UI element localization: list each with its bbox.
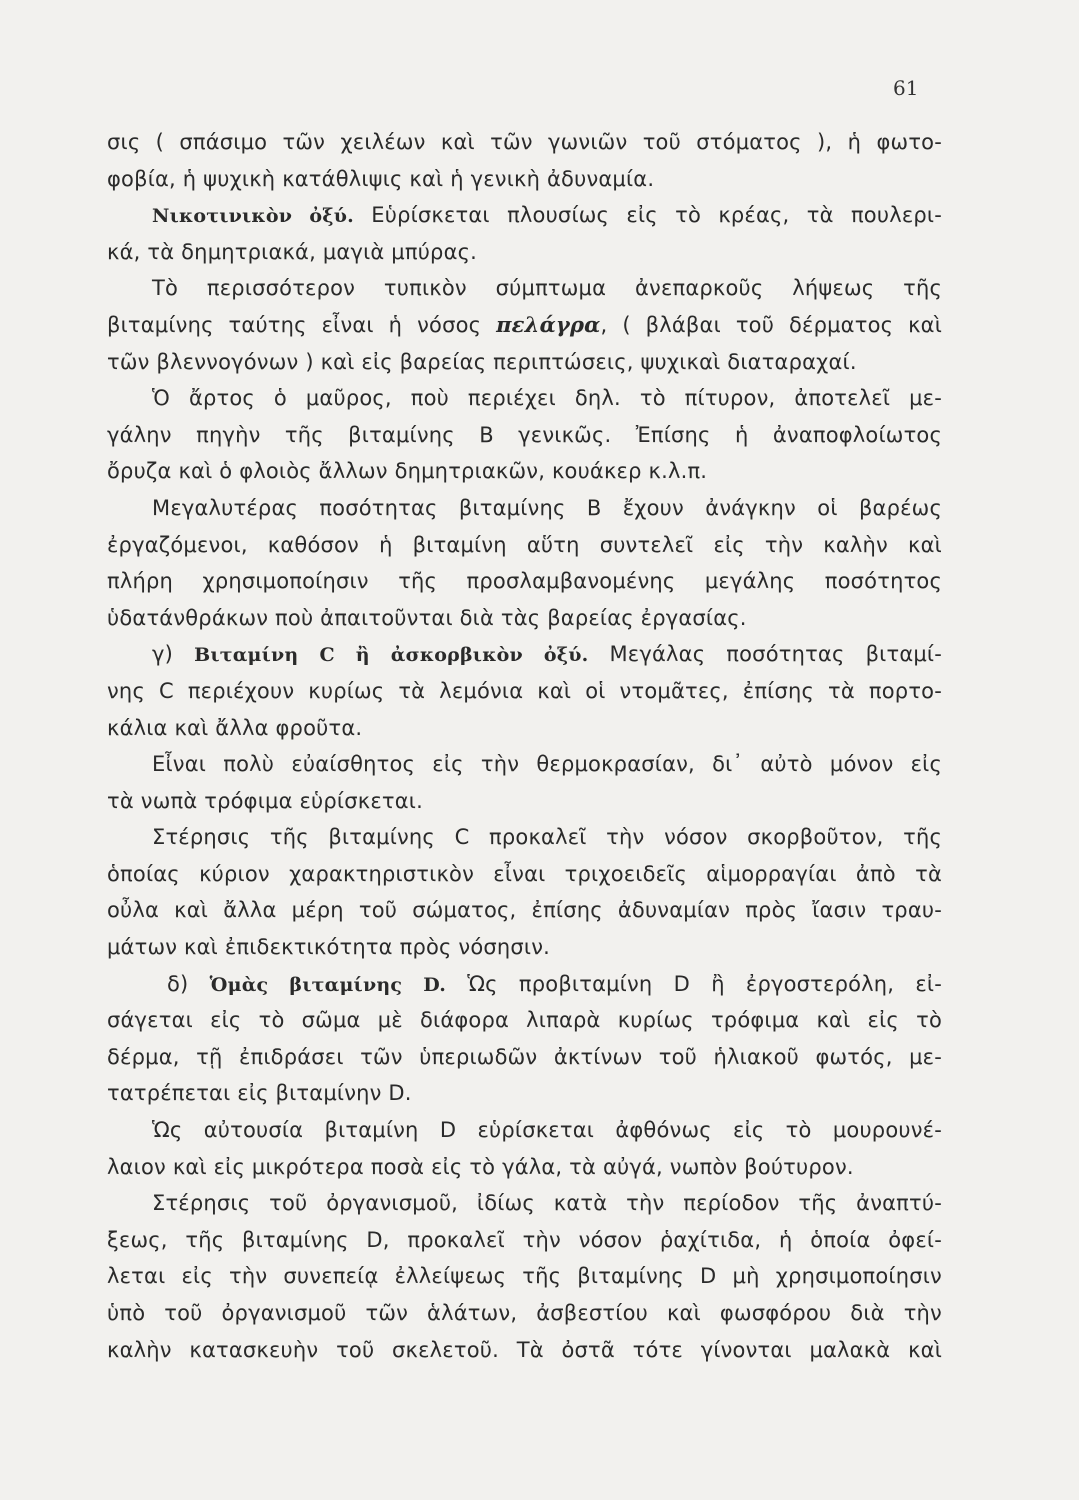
text-line: τῶν βλεννογόνων ) καὶ εἰς βαρείας περιπτώσεις, ψυχικαὶ διαταραχαί. (107, 349, 857, 374)
text-line: Ὡς αὐτουσία βιταμίνη D εὑρίσκεται ἀφθόνως εἰς τὸ μουρουνέ- (152, 1118, 942, 1143)
text-line: ὑπὸ τοῦ ὀργανισμοῦ τῶν ἁλάτων, ἀσβεστίου καὶ φωσφόρου διὰ τὴν (107, 1301, 942, 1325)
text-line: σάγεται εἰς τὸ σῶμα μὲ διάφορα λιπαρὰ κυρίως τρόφιμα καὶ εἰς τὸ (107, 1008, 942, 1033)
heading-line-vitamin-c (107, 636, 942, 673)
text-run: , ( βλάβαι τοῦ δέρματος καὶ (600, 312, 942, 337)
text-line: φοβία, ἡ ψυχικὴ κατάθλιψις καὶ ἡ γενικὴ ἀδυναμία. (107, 166, 655, 191)
text-run: Ὡς προβιταμίνη D ἢ ἐργοστερόλη, εἰ- (446, 971, 942, 996)
text-line: νης C περιέχουν κυρίως τὰ λεμόνια καὶ οἱ ντομᾶτες, ἐπίσης τὰ πορτο- (107, 678, 942, 703)
text-line: οὖλα καὶ ἄλλα μέρη τοῦ σώματος, ἐπίσης ἀδυναμίαν πρὸς ἴασιν τραυ- (107, 898, 942, 923)
text-line: δέρμα, τῇ ἐπιδράσει τῶν ὑπεριωδῶν ἀκτίνων τοῦ ἡλιακοῦ φωτός, με- (107, 1044, 942, 1069)
text-line: τὰ νωπὰ τρόφιμα εὑρίσκεται. (107, 788, 423, 813)
text-line: Εἶναι πολὺ εὐαίσθητος εἰς τὴν θερμοκρασίαν, δι᾽ αὐτὸ μόνον εἰς (152, 752, 942, 777)
text-run: βιταμίνης ταύτης εἶναι ἡ νόσος (107, 312, 497, 337)
text-line: γάλην πηγὴν τῆς βιταμίνης Β γενικῶς. Ἐπίσης ἡ ἀναποφλοίωτος (107, 422, 942, 447)
text-line: πλήρη χρησιμοποίησιν τῆς προσλαμβανομένης μεγάλης ποσότητος (107, 569, 942, 594)
section-marker: δ) (167, 971, 210, 996)
text-line: Στέρησις τοῦ ὀργανισμοῦ, ἰδίως κατὰ τὴν περίοδον τῆς ἀναπτύ- (152, 1191, 942, 1216)
heading-vitamin-c: Βιταμίνη C ἢ ἀσκορβικὸν ὀξύ. (194, 644, 589, 667)
section-marker: γ) (152, 642, 195, 667)
text-line: ξεως, τῆς βιταμίνης D, προκαλεῖ τὴν νόσον ῥαχίτιδα, ἡ ὁποία ὀφεί- (107, 1227, 942, 1252)
text-run: Εὑρίσκεται πλουσίως εἰς τὸ κρέας, τὰ πουλερι- (353, 203, 942, 228)
heading-line-niacin (107, 197, 942, 234)
text-line: ὄρυζα καὶ ὁ φλοιὸς ἄλλων δημητριακῶν, κουάκερ κ.λ.π. (107, 459, 708, 484)
text-line: ὁποίας κύριον χαρακτηριστικὸν εἶναι τριχοειδεῖς αἱμορραγίαι ἀπὸ τὰ (107, 861, 942, 886)
text-line: Τὸ περισσότερον τυπικὸν σύμπτωμα ἀνεπαρκοῦς λήψεως τῆς (152, 276, 942, 301)
text-line: καλὴν κατασκευὴν τοῦ σκελετοῦ. Τὰ ὀστᾶ τότε γίνονται μαλακὰ καὶ (107, 1337, 942, 1362)
text-line: κά, τὰ δημητριακά, μαγιὰ μπύρας. (107, 239, 478, 264)
text-run: Μεγάλας ποσότητας βιταμί- (588, 642, 943, 667)
heading-niacin: Νικοτινικὸν ὀξύ. (152, 205, 354, 228)
text-line: Μεγαλυτέρας ποσότητας βιταμίνης Β ἔχουν ἀνάγκην οἱ βαρέως (152, 495, 942, 520)
text-line: Ὁ ἄρτος ὁ μαῦρος, ποὺ περιέχει δηλ. τὸ πίτυρον, ἀποτελεῖ με- (152, 386, 942, 411)
heading-vitamin-d: Ὁμὰς βιταμίνης D. (209, 973, 447, 996)
heading-line-vitamin-d (107, 966, 942, 1003)
text-line: μάτων καὶ ἐπιδεκτικότητα πρὸς νόσησιν. (107, 935, 551, 960)
text-line: ἐργαζόμενοι, καθόσον ἡ βιταμίνη αὕτη συντελεῖ εἰς τὴν καλὴν καὶ (107, 532, 942, 557)
body-text (107, 124, 942, 1368)
text-line: Στέρησις τῆς βιταμίνης C προκαλεῖ τὴν νόσον σκορβοῦτον, τῆς (152, 825, 942, 850)
term-pellagra: πελάγρα (496, 311, 601, 337)
text-line: λαιον καὶ εἰς μικρότερα ποσὰ εἰς τὸ γάλα, τὰ αὐγά, νωπὸν βούτυρον. (107, 1154, 854, 1179)
text-line: ὑδατάνθράκων ποὺ ἀπαιτοῦνται διὰ τὰς βαρείας ἐργασίας. (107, 605, 747, 630)
text-line: σις ( σπάσιμο τῶν χειλέων καὶ τῶν γωνιῶν τοῦ στόματος ), ἡ φωτο- (107, 130, 942, 154)
text-line: λεται εἰς τὴν συνεπείᾳ ἐλλείψεως τῆς βιταμίνης D μὴ χρησιμοποίησιν (107, 1264, 942, 1289)
text-line: τατρέπεται εἰς βιταμίνην D. (107, 1081, 412, 1106)
page-number: 61 (893, 76, 919, 100)
text-line-pellagra (107, 307, 942, 344)
text-line: κάλια καὶ ἄλλα φροῦτα. (107, 715, 363, 740)
